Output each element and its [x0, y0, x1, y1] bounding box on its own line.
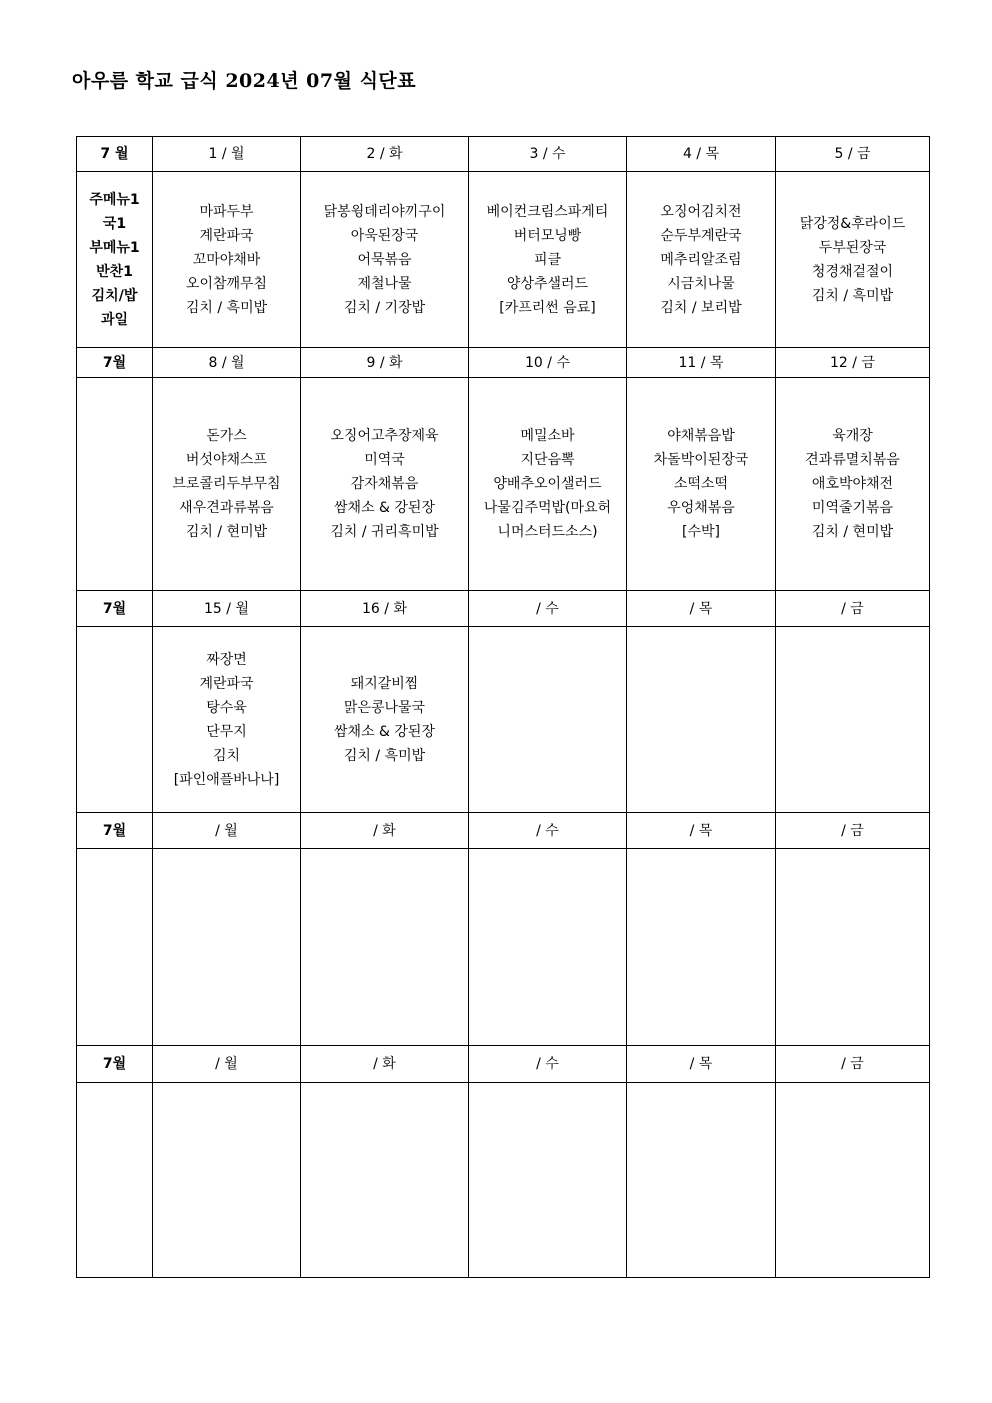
menu-item: 김치 / 흑미밥	[343, 747, 426, 764]
day-header: / 수	[469, 813, 627, 849]
day-header: / 수	[469, 591, 627, 627]
menu-item: 미역줄기볶음	[811, 500, 894, 516]
menu-item: [파인애플바나나]	[173, 771, 280, 788]
page-title: 아우름 학교 급식 2024년 07월 식단표	[72, 70, 417, 92]
menu-cell	[627, 1083, 776, 1278]
menu-item: 니머스터드소스)	[497, 524, 598, 540]
menu-item: 탕수육	[206, 699, 247, 716]
menu-item: 양상추샐러드	[506, 275, 589, 292]
menu-item: 돈가스	[206, 428, 247, 444]
menu-cell	[469, 849, 627, 1046]
menu-item: 브로콜리두부무침	[172, 476, 281, 492]
month-label: 7월	[77, 1046, 153, 1083]
category-cell	[77, 1083, 153, 1278]
menu-item: 시금치나물	[667, 275, 735, 292]
menu-item: 어묵볶음	[357, 251, 412, 268]
menu-item: [수박]	[682, 524, 720, 540]
day-header: 1 / 월	[153, 137, 301, 172]
menu-item: 쌈채소 & 강된장	[334, 500, 435, 516]
day-header: 12 / 금	[776, 348, 930, 378]
week-header-row	[77, 1046, 930, 1083]
day-header: 10 / 수	[469, 348, 627, 378]
menu-item: 쌈채소 & 강된장	[334, 723, 435, 740]
menu-cell	[627, 378, 776, 591]
menu-item: 지단음뽁	[520, 452, 575, 468]
menu-item: 계란파국	[199, 675, 254, 692]
menu-item: 오징어김치전	[660, 203, 742, 220]
menu-item: 오징어고추장제육	[330, 428, 439, 444]
category-label: 반찬1	[96, 263, 133, 280]
day-header: / 화	[301, 1046, 469, 1083]
menu-item: 마파두부	[199, 203, 254, 220]
menu-cell	[469, 378, 627, 591]
category-label: 부메뉴1	[89, 239, 140, 256]
month-label: 7월	[77, 348, 153, 378]
month-label: 7 월	[77, 137, 153, 172]
menu-item: 우엉채볶음	[667, 500, 735, 516]
menu-cell	[153, 849, 301, 1046]
menu-cell	[627, 172, 776, 348]
menu-item: 닭강정&후라이드	[799, 215, 906, 232]
menu-item: 버섯야채스프	[185, 452, 268, 468]
category-label: 국1	[102, 215, 127, 232]
menu-item: [카프리썬 음료]	[499, 299, 596, 316]
menu-item: 김치 / 흑미밥	[811, 287, 894, 304]
menu-item: 김치 / 현미밥	[811, 524, 894, 540]
menu-item: 버터모닝빵	[513, 227, 582, 244]
category-label: 과일	[100, 311, 129, 328]
day-header: 4 / 목	[627, 137, 776, 172]
day-header: 11 / 목	[627, 348, 776, 378]
menu-cell	[153, 172, 301, 348]
week-menu-row	[77, 1083, 930, 1278]
menu-cell	[153, 378, 301, 591]
menu-item: 베이컨크림스파게티	[486, 203, 609, 220]
category-cell	[77, 849, 153, 1046]
menu-item: 두부된장국	[818, 239, 887, 256]
menu-item: 순두부계란국	[660, 227, 742, 244]
menu-item: 김치 / 기장밥	[343, 299, 426, 316]
day-header: / 목	[627, 1046, 776, 1083]
menu-item: 맑은콩나물국	[343, 699, 426, 716]
menu-item: 애호박야채전	[811, 476, 894, 492]
week-header-row	[77, 591, 930, 627]
day-header: 2 / 화	[301, 137, 469, 172]
day-header: / 수	[469, 1046, 627, 1083]
day-header: 8 / 월	[153, 348, 301, 378]
menu-cell	[301, 849, 469, 1046]
category-cell	[77, 378, 153, 591]
menu-item: 아욱된장국	[350, 227, 419, 244]
day-header: 16 / 화	[301, 591, 469, 627]
week-menu-row	[77, 849, 930, 1046]
menu-item: 미역국	[364, 452, 405, 468]
day-header: 3 / 수	[469, 137, 627, 172]
menu-cell	[776, 627, 930, 813]
menu-item: 소떡소떡	[673, 476, 729, 492]
menu-item: 돼지갈비찜	[350, 675, 419, 692]
menu-cell	[776, 849, 930, 1046]
day-header: / 목	[627, 813, 776, 849]
menu-item: 차돌박이된장국	[653, 452, 749, 468]
day-header: / 금	[776, 813, 930, 849]
menu-cell	[776, 172, 930, 348]
menu-item: 감자채볶음	[350, 476, 419, 492]
menu-cell	[301, 1083, 469, 1278]
menu-item: 육개장	[832, 428, 873, 444]
day-header: / 금	[776, 1046, 930, 1083]
menu-item: 김치 / 현미밥	[185, 524, 268, 540]
menu-item: 단무지	[206, 723, 247, 740]
menu-item: 야채볶음밥	[667, 428, 735, 444]
menu-item: 닭봉윙데리야끼구이	[323, 203, 446, 220]
menu-cell	[776, 378, 930, 591]
day-header: 5 / 금	[776, 137, 930, 172]
menu-item: 짜장면	[206, 651, 247, 668]
menu-item: 청경채겉절이	[811, 263, 894, 280]
week-menu-row	[77, 627, 930, 813]
month-label: 7월	[77, 591, 153, 627]
week-menu-row	[77, 172, 930, 348]
week-header-row	[77, 348, 930, 378]
menu-item: 제철나물	[357, 275, 412, 292]
category-label: 주메뉴1	[89, 191, 140, 208]
day-header: / 목	[627, 591, 776, 627]
menu-item: 메밀소바	[520, 428, 575, 444]
day-header: / 화	[301, 813, 469, 849]
day-header: 15 / 월	[153, 591, 301, 627]
menu-cell	[153, 1083, 301, 1278]
menu-item: 김치 / 흑미밥	[185, 299, 268, 316]
category-cell	[77, 627, 153, 813]
menu-item: 양배추오이샐러드	[493, 476, 602, 492]
menu-item: 나물김주먹밥(마요허	[483, 500, 612, 516]
menu-cell	[153, 627, 301, 813]
category-cell	[77, 172, 153, 348]
menu-cell	[301, 378, 469, 591]
day-header: 9 / 화	[301, 348, 469, 378]
week-header-row	[77, 813, 930, 849]
menu-cell	[469, 172, 627, 348]
week-header-row	[77, 137, 930, 172]
menu-item: 김치	[212, 747, 241, 764]
menu-item: 견과류멸치볶음	[805, 452, 900, 468]
menu-item: 오이참깨무침	[185, 275, 268, 292]
menu-item: 김치 / 보리밥	[660, 299, 742, 316]
menu-cell	[469, 1083, 627, 1278]
menu-cell	[301, 172, 469, 348]
menu-item: 메추리알조림	[660, 251, 742, 268]
menu-cell	[627, 627, 776, 813]
meal-table	[76, 136, 930, 1278]
menu-item: 새우견과류볶음	[179, 500, 274, 516]
week-menu-row	[77, 378, 930, 591]
category-label: 김치/밥	[91, 287, 138, 304]
menu-item: 계란파국	[199, 227, 254, 244]
menu-cell	[469, 627, 627, 813]
day-header: / 금	[776, 591, 930, 627]
menu-item: 꼬마야채바	[192, 251, 261, 268]
menu-cell	[301, 627, 469, 813]
menu-item: 김치 / 귀리흑미밥	[330, 524, 439, 540]
day-header: / 월	[153, 813, 301, 849]
day-header: / 월	[153, 1046, 301, 1083]
menu-item: 피클	[533, 251, 562, 268]
menu-cell	[776, 1083, 930, 1278]
month-label: 7월	[77, 813, 153, 849]
menu-cell	[627, 849, 776, 1046]
